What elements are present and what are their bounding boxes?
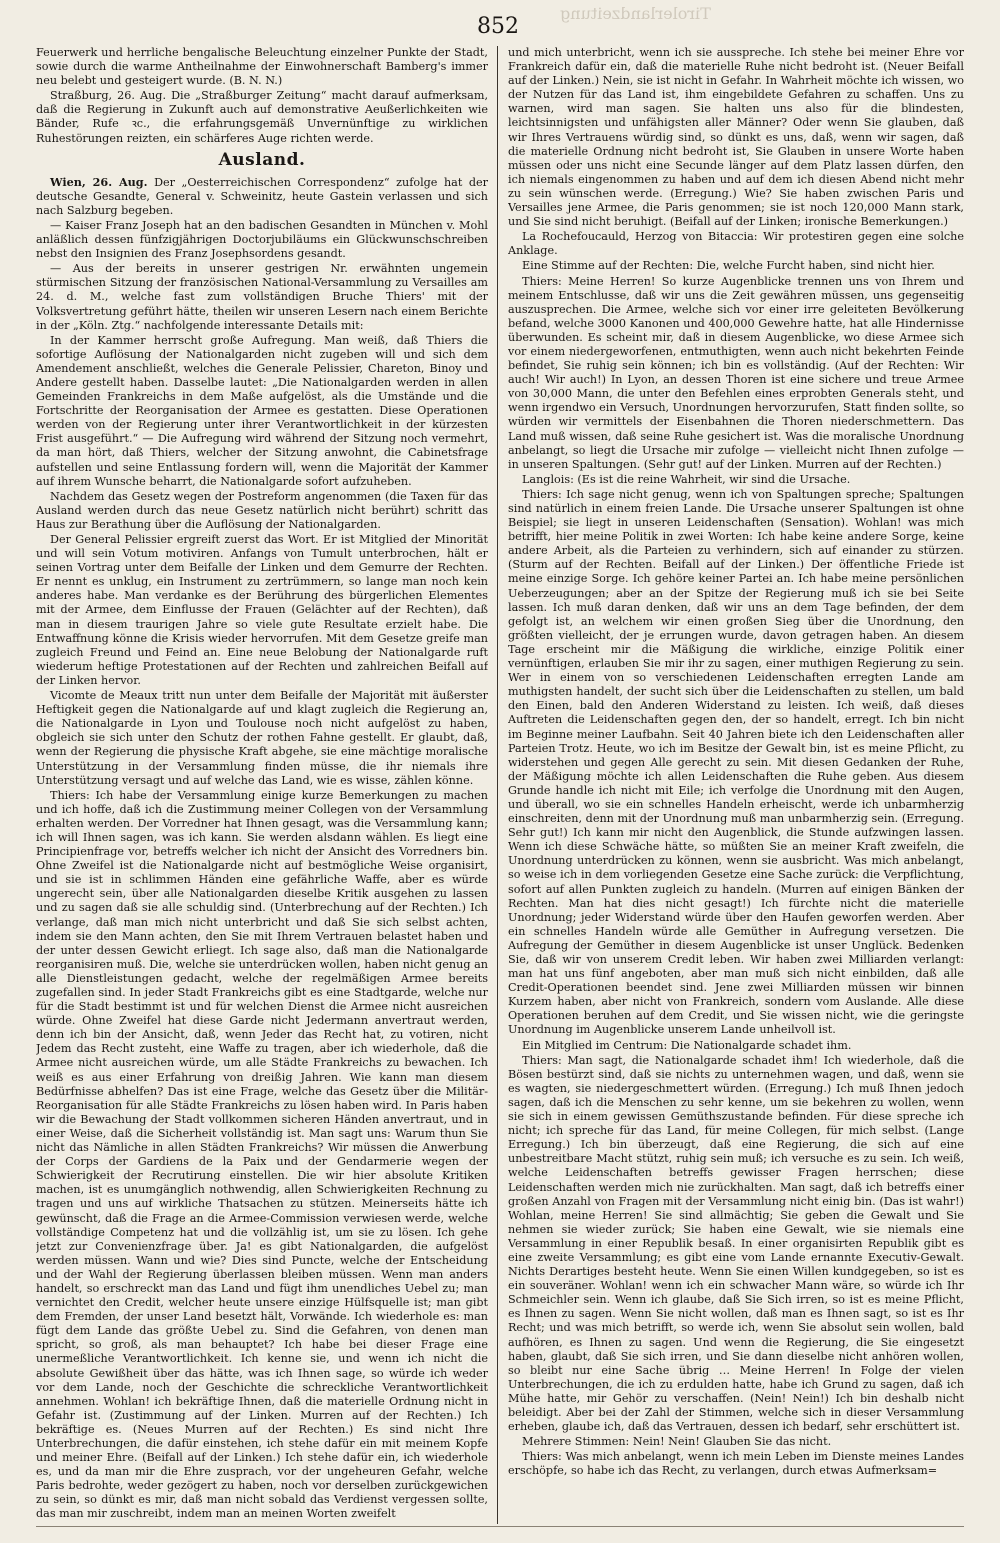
paragraph: — Aus der bereits in unserer gestrigen Nr. erwähnten ungemein stürmischen Sitzung der französischen National-Versammlung zu Versailles am 24. d. M., welche fast zum vollständigen Bruche Thiers' mit der Volksvertretung geführt hätte, theilen wir unseren Lesern nach einem Berichte in der „Köln. Ztg.“ nachfolgende interessante Details mit:	[36, 262, 488, 332]
page-header	[36, 10, 960, 44]
paragraph: Vicomte de Meaux tritt nun unter dem Beifalle der Majorität mit äußerster Heftigkeit gegen die Nationalgarde auf und klagt zugleich die Regierung an, die Nationalgarde in Lyon und Toulouse noch nicht aufgelöst zu haben, obgleich sie sich unter den Schutz der rothen Fahne gestellt. Er glaubt, daß, wenn der Regierung die physische Kraft abgehe, sie eine mächtige moralische Unterstützung in der Versammlung finden müsse, die ihr niemals ihre Unterstützung versagt und auf welche das Land, wie es wisse, zählen könne.	[36, 689, 488, 787]
dateline: Wien, 26. Aug.	[50, 174, 148, 189]
column-divider	[497, 46, 498, 1524]
paragraph	[36, 175, 488, 218]
paragraph: Langlois: (Es ist die reine Wahrheit, wir sind die Ursache.	[522, 472, 851, 486]
paragraph: Straßburg, 26. Aug. Die „Straßburger Zeitung“ macht darauf aufmerksam, daß die Regierung in Zukunft auch auf demonstrative Aeußerlichkeiten wie Bänder, Rufe ꝛc., die erfahrungsgemäß Unvernünftige zu wirklichen Ruhestörungen reizten, ein schärferes Auge richten werde.	[36, 89, 488, 145]
paragraph: Thiers: Ich habe der Versammlung einige kurze Bemerkungen zu machen und ich hoffe, daß ich die Zustimmung meiner Collegen von der Versammlung erhalten werden. Der Vorredner hat Ihnen gesagt, was die Versammlung kann; ich will Ihnen sagen, was ich kann. Sie werden alsdann wählen. Es liegt eine Principienfrage vor, betreffs welcher ich nicht der Ansicht des Vorredners bin. Ohne Zweifel ist die Nationalgarde nicht auf bestmögliche Weise organisirt, und sie ist in schlimmen Händen eine gefährliche Waffe, aber es würde ungerecht sein, über alle Nationalgarden dieselbe Kritik ausgehen zu lassen und zu sagen daß sie alle schuldig sind. (Unterbrechung auf der Rechten.) Ich verlange, daß man mich nicht unterbricht und daß Sie sich selbst achten, indem sie den Mann achten, den Sie mit Ihrem Vertrauen belastet haben und der unter dessen Gewicht erliegt. Ich sage also, daß man die Nationalgarde reorganisiren muß. Die, welche sie unterdrücken wollen, haben nicht genug an alle Dienstleistungen gedacht, welche der regelmäßigen Armee bereits zugefallen sind. In jeder Stadt Frankreichs gibt es eine Stadtgarde, welche nur für die Stadt bestimmt ist und für welchen Dienst die Armee nicht ausreichen würde. Ohne Zweifel hat diese Garde nicht Jedermann anvertraut werden, denn ich bin der Ansicht, daß, wenn Jeder das Recht hat, zu votiren, nicht Jedem das Recht zusteht, eine Waffe zu tragen, aber ich wiederhole, daß die Armee nicht ausreichen würde, um alle Städte Frankreichs zu bewachen. Ich weiß es aus einer Erfahrung von dreißig Jahren. Wie kann man diesem Bedürfnisse abhelfen? Das ist eine Frage, welche das Gesetz über die Militär-Reorganisation für alle Städte Frankreichs zu lösen haben wird. In Paris haben wir die Bewachung der Stadt vollkommen sicheren Händen anvertraut, und in einer Weise, daß die Sicherheit vollständig ist. Man sagt uns: Warum thun Sie nicht das Nämliche in allen Städten Frankreichs? Wir müssen die Anwerbung der Corps der Gardiens de la Paix und der Gendarmerie wegen der Schwierigkeit der Recrutirung einstellen. Die wir hier absolute Kritiken machen, ist es unumgänglich nothwendig, allen Schwierigkeiten Rechnung zu tragen und uns auf wirkliche Thatsachen zu stützen. Meinerseits hätte ich gewünscht, daß die Frage an die Armee-Commission verwiesen werde, welche vollständige Competenz hat und die vollzählig ist, um sie zu lösen. Ich gehe jetzt zur Convenienzfrage über. Ja! es gibt Nationalgarden, die aufgelöst werden müssen. Wann und wie? Dies sind Puncte, welche der Entscheidung und der Wahl der Regierung überlassen bleiben müssen. Wenn man anders handelt, so erschreckt man das Land und fügt ihm unendliches Uebel zu; man vernichtet den Credit, welcher heute unsere einzige Hülfsquelle ist; man gibt dem Fremden, der unser Land besetzt hält, Vorwände. Ich wiederhole es: man fügt dem Lande das größte Uebel zu. Sind die Gefahren, von denen man spricht, so groß, als man behauptet? Ich habe bei dieser Frage eine unermeßliche Verantwortlichkeit. Ich kenne sie, und wenn ich nicht die absolute Gewißheit über das hätte, was ich Ihnen sage, so würde ich weder vor dem Lande, noch der Geschichte die schreckliche Verantwortlichkeit annehmen. Wohlan! ich bekräftige Ihnen, daß die materielle Ordnung nicht in Gefahr ist. (Zustimmung auf der Linken. Murren auf der Rechten.) Ich bekräftige es. (Neues Murren auf der Rechten.) Es sind nicht Ihre Unterbrechungen, die dafür einstehen, ich stehe dafür ein mit meinem Kopfe und meiner Ehre. (Beifall auf der Linken.) Ich stehe dafür ein, ich wiederhole es, und da man mir die Ehre zusprach, vor der ungeheuren Gefahr, welche Paris bedrohte, weder gezögert zu haben, noch vor derselben zurückgewichen zu sein, so dünkt es mir, daß man nicht sobald das Verdienst vergessen sollte, das man mir zuschreibt, indem man an meinen Worten zweifelt	[36, 788, 488, 1521]
bottom-rule	[36, 1526, 964, 1527]
paragraph: Thiers: Was mich anbelangt, wenn ich mein Leben im Dienste meines Landes erschöpfe, so habe ich das Recht, zu verlangen, durch etwas Aufmerksam=	[508, 1450, 964, 1478]
paragraph: Der General Pelissier ergreift zuerst das Wort. Er ist Mitglied der Minorität und will sein Votum motiviren. Anfangs von Tumult unterbrochen, hält er seinen Vortrag unter dem Beifalle der Linken und dem Gemurre der Rechten. Er nennt es unklug, ein Instrument zu zertrümmern, so lange man noch kein anderes habe. Man verdanke es der Berührung des bürgerlichen Elementes mit der Armee, dem Einflusse der Frauen (Gelächter auf der Rechten), daß man in diesem traurigen Jahre so viele gute Resultate erzielt habe. Die Entwaffnung könne die Krisis wieder hervorrufen. Mit dem Gesetze greife man zugleich Freund und Feind an. Eine neue Belobung der Nationalgarde ruft wiederum heftige Protestationen auf der Rechten und zahlreichen Beifall auf der Linken hervor.	[36, 533, 488, 687]
paragraph-text: Der „Oesterreichischen Correspondenz“ zufolge hat der deutsche Gesandte, General v. Schweinitz, heute Gastein verlassen und sich nach Salzburg begeben.	[36, 175, 488, 217]
paragraph: In der Kammer herrscht große Aufregung. Man weiß, daß Thiers die sofortige Auflösung der Nationalgarden nicht zugeben will und sich dem Amendement anschließt, welches die Generale Pelissier, Chareton, Binoy und Andere gestellt haben. Dasselbe lautet: „Die Nationalgarden werden in allen Gemeinden Frankreichs in dem Maße aufgelöst, als die Umstände und die Fortschritte der Reorganisation der Armee es gestatten. Diese Operationen werden von der Regierung unter ihrer Verantwortlichkeit in der kürzesten Frist ausgeführt.“ — Die Aufregung wird während der Sitzung noch vermehrt, da man hört, daß Thiers, welcher der Sitzung anwohnt, die Cabinetsfrage aufstellen und seine Entlassung fordern will, wenn die Majorität der Kammer auf ihrem Wunsche beharrt, die Nationalgarde sofort aufzuheben.	[36, 333, 488, 488]
section-heading: Ausland.	[218, 149, 306, 170]
paragraph: Feuerwerk und herrliche bengalische Beleuchtung einzelner Punkte der Stadt, sowie durch die warme Antheilnahme der Einwohnerschaft Bamberg's immer neu belebt und gesteigert wurde. (B. N. N.)	[36, 46, 488, 88]
paragraph: Thiers: Man sagt, die Nationalgarde schadet ihm! Ich wiederhole, daß die Bösen bestürzt sind, daß sie nichts zu unternehmen wagen, und daß, wenn sie es wagten, sie niedergeschmettert würden. (Erregung.) Ich muß Ihnen jedoch sagen, daß ich die Menschen zu sehr kenne, um sie bekehren zu wollen, wenn sie sich in einem gewissen Gemüthszustande befinden. Für diese spreche ich nicht; ich spreche für das Land, für meine Collegen, für mich selbst. (Lange Erregung.) Ich bin überzeugt, daß eine Regierung, die sich auf eine unbestreitbare Macht stützt, ruhig sein muß; ich versuche es zu sein. Ich weiß, welche Leidenschaften betreffs gewisser Fragen herrschen; diese Leidenschaften werden mich nie zurückhalten. Man sagt, daß ich betreffs einer großen Anzahl von Fragen mit der Versammlung nicht einig bin. (Das ist wahr!) Wohlan, meine Herren! Sie sind allmächtig; Sie geben die Gewalt und Sie nehmen sie wieder zurück; Sie haben eine Gewalt, wie sie niemals eine Versammlung in einer Republik besaß. In einer organisirten Republik gibt es eine zweite Versammlung; es gibt eine vom Lande ernannte Executiv-Gewalt. Nichts Derartiges besteht heute. Wenn Sie einen Willen kundgegeben, so ist es ein souveräner. Wohlan! wenn ich ein schwacher Mann wäre, so würde ich Ihr Schmeichler sein. Wenn ich glaube, daß Sie Sich irren, so ist es meine Pflicht, es Ihnen zu sagen. Wenn Sie nicht wollen, daß man es Ihnen sagt, so ist es Ihr Recht; und was mich betrifft, so werde ich, wenn Sie absolut sein wollen, bald aufhören, es Ihnen zu sagen. Und wenn die Regierung, die Sie eingesetzt haben, glaubt, daß Sie sich irren, und Sie dann dieselbe nicht anhören wollen, so bleibt nur eine Sache übrig … Meine Herren! In Folge der vielen Unterbrechungen, die ich zu erdulden hatte, habe ich Grund zu sagen, daß ich Mühe hatte, mir Gehör zu verschaffen. (Nein! Nein!) Ich bin deshalb nicht beleidigt. Aber bei der Zahl der Stimmen, welche sich in dieser Versammlung erheben, glaube ich, daß das Vertrauen, dessen ich bedarf, sehr erschüttert ist.	[508, 1053, 964, 1434]
paragraph: Thiers: Ich sage nicht genug, wenn ich von Spaltungen spreche; Spaltungen sind natürlich in einem freien Lande. Die Ursache unserer Spaltungen ist ohne Beispiel; sie liegt in unseren Leidenschaften (Sensation). Wohlan! was mich betrifft, hier meine Politik in zwei Worten: Ich habe keine andere Sorge, keine andere Arbeit, als die Parteien zu verhindern, sich auf einander zu stürzen. (Sturm auf der Rechten. Beifall auf der Linken.) Der öffentliche Friede ist meine einzige Sorge. Ich gehöre keiner Partei an. Ich habe meine persönlichen Ueberzeugungen; aber an der Spitze der Regierung muß ich sie bei Seite lassen. Ich muß daran denken, daß wir uns an dem Tage befinden, der dem gefolgt ist, an welchem wir einen großen Sieg über die Unordnung, den größten vielleicht, der je errungen wurde, davon getragen haben. An diesem Tage erscheint mir die Mäßigung die wirkliche, einzige Politik einer vernünftigen, erlauben Sie mir ihr zu sagen, einer muthigen Regierung zu sein. Wer in einem von so verschiedenen Leidenschaften erregten Lande am muthigsten handelt, der sucht sich über die Leidenschaften zu stellen, um bald den Einen, bald den Anderen Widerstand zu leisten. Ich weiß, daß dieses Auftreten die Leidenschaften gegen den, der so handelt, erregt. Ich bin nicht im Beginne meiner Laufbahn. Seit 40 Jahren biete ich den Leidenschaften aller Parteien Trotz. Heute, wo ich im Besitze der Gewalt bin, ist es meine Pflicht, zu widerstehen und gegen Alle gerecht zu sein. Mit diesen Gedanken der Ruhe, der Mäßigung möchte ich allen Leidenschaften die Ruhe geben. Aus diesem Grunde handle ich nicht mit Eile; ich verfolge die Unordnung mit den Augen, und überall, wo sie ein schnelles Handeln erheischt, werde ich unbarmherzig einschreiten, denn mit der Unordnung muß man unbarmherzig sein. (Erregung. Sehr gut!) Ich kann mir nicht den Augenblick, die Stunde aufzwingen lassen. Wenn ich diese Schwäche hätte, so müßten Sie an meiner Kraft zweifeln, die Unordnung unterdrücken zu können, wenn sie ausbricht. Was mich anbelangt, so weise ich in dem vorliegenden Gesetze eine Sache zurück: die Verpflichtung, sofort auf allen Punkten zugleich zu handeln. (Murren auf einigen Bänken der Rechten. Man hat dies nicht gesagt!) Ich fürchte nicht die materielle Unordnung; jeder Widerstand würde über den Haufen geworfen werden. Aber ein schnelles Handeln würde alle Gemüther in Aufregung versetzen. Die Aufregung der Gemüther in diesem Augenblicke ist unser Unglück. Bedenken Sie, daß wir von unserem Credit leben. Wir haben zwei Milliarden verlangt: man hat uns fünf angeboten, aber man muß sich nicht einbilden, daß alle Credit-Operationen beendet sind. Jene zwei Milliarden müssen wir binnen Kurzem haben, aber nicht von Frankreich, sondern vom Auslande. Alle diese Operationen beruhen auf dem Credit, und Sie wissen nicht, wie die geringste Unordnung im Augenblicke unserem Lande unheilvoll ist.	[508, 487, 964, 1037]
paragraph: Eine Stimme auf der Rechten: Die, welche Furcht haben, sind nicht hier.	[522, 259, 935, 273]
paragraph: Ein Mitglied im Centrum: Die Nationalgarde schadet ihm.	[522, 1038, 852, 1052]
paragraph: La Rochefoucauld, Herzog von Bitaccia: Wir protestiren gegen eine solche Anklage.	[508, 230, 964, 258]
paragraph: Thiers: Meine Herren! So kurze Augenblicke trennen uns von Ihrem und meinem Entschlusse, daß wir uns die Zeit gewähren müssen, uns gegenseitig auszusprechen. Die Armee, welche sich vor einer irre geleiteten Bevölkerung befand, welche 3000 Kanonen und 400,000 Gewehre hatte, hat alle Hindernisse überwunden. Es scheint mir, daß in diesem Augenblicke, wo diese Armee sich vor einem niedergeworfenen, entmuthigten, wenn auch nicht bekehrten Feinde befindet, Sie ruhig sein können; ich bin es vollständig. (Auf der Rechten: Wir auch! Wir auch!) In Lyon, an dessen Thoren ist eine sichere und treue Armee von 30,000 Mann, die unter den Befehlen eines erprobten Generals steht, und wenn irgendwo ein Versuch, Unordnungen hervorzurufen, Statt finden sollte, so würden wir vermittels der Eisenbahnen die Thoren niederschmettern. Das Land muß wissen, daß seine Ruhe gesichert ist. Was die moralische Unordnung anbelangt, so liegt die Ursache mir zufolge — vielleicht nicht Ihnen zufolge — in unseren Spaltungen. (Sehr gut! auf der Linken. Murren auf der Rechten.)	[508, 274, 964, 471]
left-column	[36, 46, 488, 1524]
paragraph: und mich unterbricht, wenn ich sie ausspreche. Ich stehe bei meiner Ehre vor Frankreich dafür ein, daß die materielle Ruhe nicht bedroht ist. (Neuer Beifall auf der Linken.) Nein, sie ist nicht in Gefahr. In Wahrheit möchte ich wissen, wo der Nutzen für das Land ist, ihm eingebildete Gefahren zu schaffen. Uns zu warnen, wird man sagen. Sie halten uns also für die blindesten, leichtsinnigsten und unfähigsten aller Männer? Oder wenn Sie glauben, daß wir Ihres Vertrauens würdig sind, so dünkt es uns, daß, wenn wir sagen, daß die materielle Ordnung nicht bedroht ist, Sie Glauben in unsere Worte haben müssen oder uns nicht eine Secunde länger auf dem Platz lassen dürfen, den ich niemals eingenommen zu haben und auf dem ich diesen Abend nicht mehr zu sein wünschen werde. (Erregung.) Wie? Sie haben zwischen Paris und Versailles jene Armee, die Paris genommen; sie ist noch 120,000 Mann stark, und Sie sind nicht beruhigt. (Beifall auf der Linken; ironische Bemerkungen.)	[508, 46, 964, 229]
show-through-text: Tirolerlandzeitung	[560, 4, 711, 23]
right-column	[508, 46, 964, 1524]
paragraph: Mehrere Stimmen: Nein! Nein! Glauben Sie das nicht.	[522, 1435, 832, 1449]
paragraph: — Kaiser Franz Joseph hat an den badischen Gesandten in München v. Mohl anläßlich dessen fünfzigjährigen Doctorjubiläums ein Glückwunschschreiben nebst den Insignien des Franz Josephsordens gesandt.	[36, 218, 488, 261]
paragraph: Nachdem das Gesetz wegen der Postreform angenommen (die Taxen für das Ausland werden durch das neue Gesetz natürlich nicht berührt) schritt das Haus zur Berathung über die Auflösung der Nationalgarden.	[36, 489, 488, 531]
page-number: 852	[477, 14, 519, 39]
